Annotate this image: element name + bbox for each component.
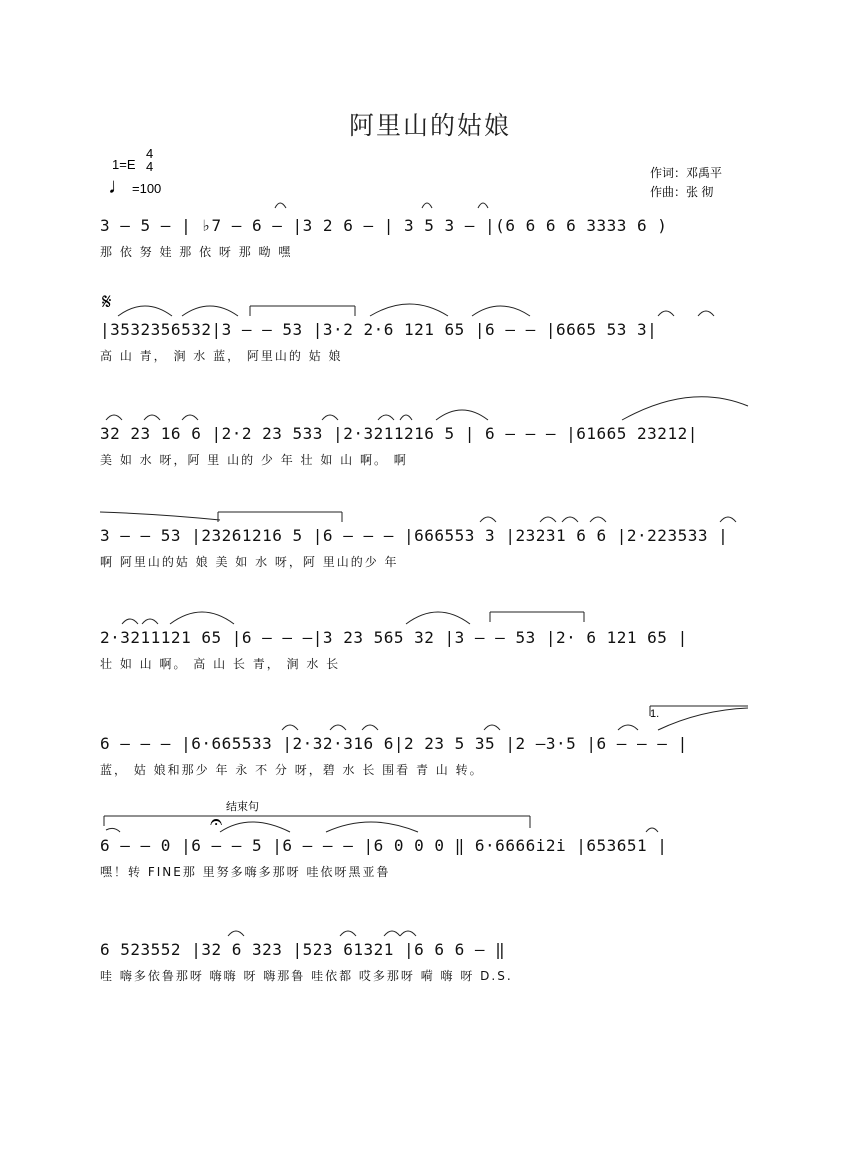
music-line: 2·3211121 65 |6 – – –|3 23 565 32 |3 – – 53 |2· 6 121 65 | <box>100 628 688 647</box>
lyricist: 作词：邓禹平 <box>650 166 723 180</box>
music-line: 6 – – 0 |6 – – 5 |6 – – – |6 0 0 0 ‖ 6·6666i2i |653651 | <box>100 836 668 855</box>
fermata-icon: 𝄐 <box>210 810 223 835</box>
tempo-value: =100 <box>132 181 162 196</box>
lyrics-line: 美 如 水 呀，阿 里 山的 少 年 壮 如 山 啊。 啊 <box>100 453 408 467</box>
music-line: |3532356532|3 – – 53 |3·2 2·6 121 65 |6 – – |6665 53 3| <box>100 320 658 339</box>
music-line: 6 – – – |6·665533 |2·32·316 6|2 23 5 35 |2 –3·5 |6 – – – | <box>100 734 688 753</box>
lyrics-line: 嘿！转 FINE那 里努多嗨多那呀 哇依呀黑亚鲁 <box>100 865 391 879</box>
first-ending-label: 1. <box>650 708 660 720</box>
song-title: 阿里山的姑娘 <box>348 111 511 140</box>
lyrics-line: 啊 阿里山的姑 娘 美 如 水 呀，阿 里山的少 年 <box>100 555 399 569</box>
music-line: 3 – 5 – | ♭7 – 6 – |3 2 6 – | 3 5 3 – |(6 6 6 6 3333 6 ) <box>100 216 668 235</box>
time-signature-bottom: 4 <box>146 159 154 174</box>
lyrics-line: 那 依 努 娃 那 依 呀 那 呦 嘿 <box>100 245 293 259</box>
time-signature-top: 4 <box>146 146 154 161</box>
key-signature: 1=E <box>112 157 136 172</box>
lyrics-line: 蓝， 姑 娘和那少 年 永 不 分 呀，碧 水 长 围看 青 山 转。 <box>100 763 484 777</box>
lyrics-line: 哇 嗨多依鲁那呀 嗨嗨 呀 嗨那鲁 哇依都 哎多那呀 嗬 嗨 呀 D.S. <box>100 969 513 983</box>
music-line: 3 – – 53 |23261216 5 |6 – – – |666553 3 |23231 6 6 |2·223533 | <box>100 526 729 545</box>
lyrics-line: 高 山 青， 涧 水 蓝， 阿里山的 姑 娘 <box>100 349 343 363</box>
music-line: 32 23 16 6 |2·2 23 533 |2·3211216 5 | 6 – – – |61665 23212| <box>100 424 698 443</box>
segno-icon: 𝄋 <box>102 290 112 315</box>
coda-label: 结束句 <box>226 801 259 813</box>
music-line: 6 523552 |32 6 323 |523 61321 |6 6 6 – ‖ <box>100 940 506 959</box>
time-signature <box>146 147 153 173</box>
quarter-note-icon: ♩ <box>108 173 130 198</box>
composer: 作曲：张 彻 <box>650 185 714 199</box>
lyrics-line: 壮 如 山 啊。 高 山 长 青， 涧 水 长 <box>100 657 341 671</box>
